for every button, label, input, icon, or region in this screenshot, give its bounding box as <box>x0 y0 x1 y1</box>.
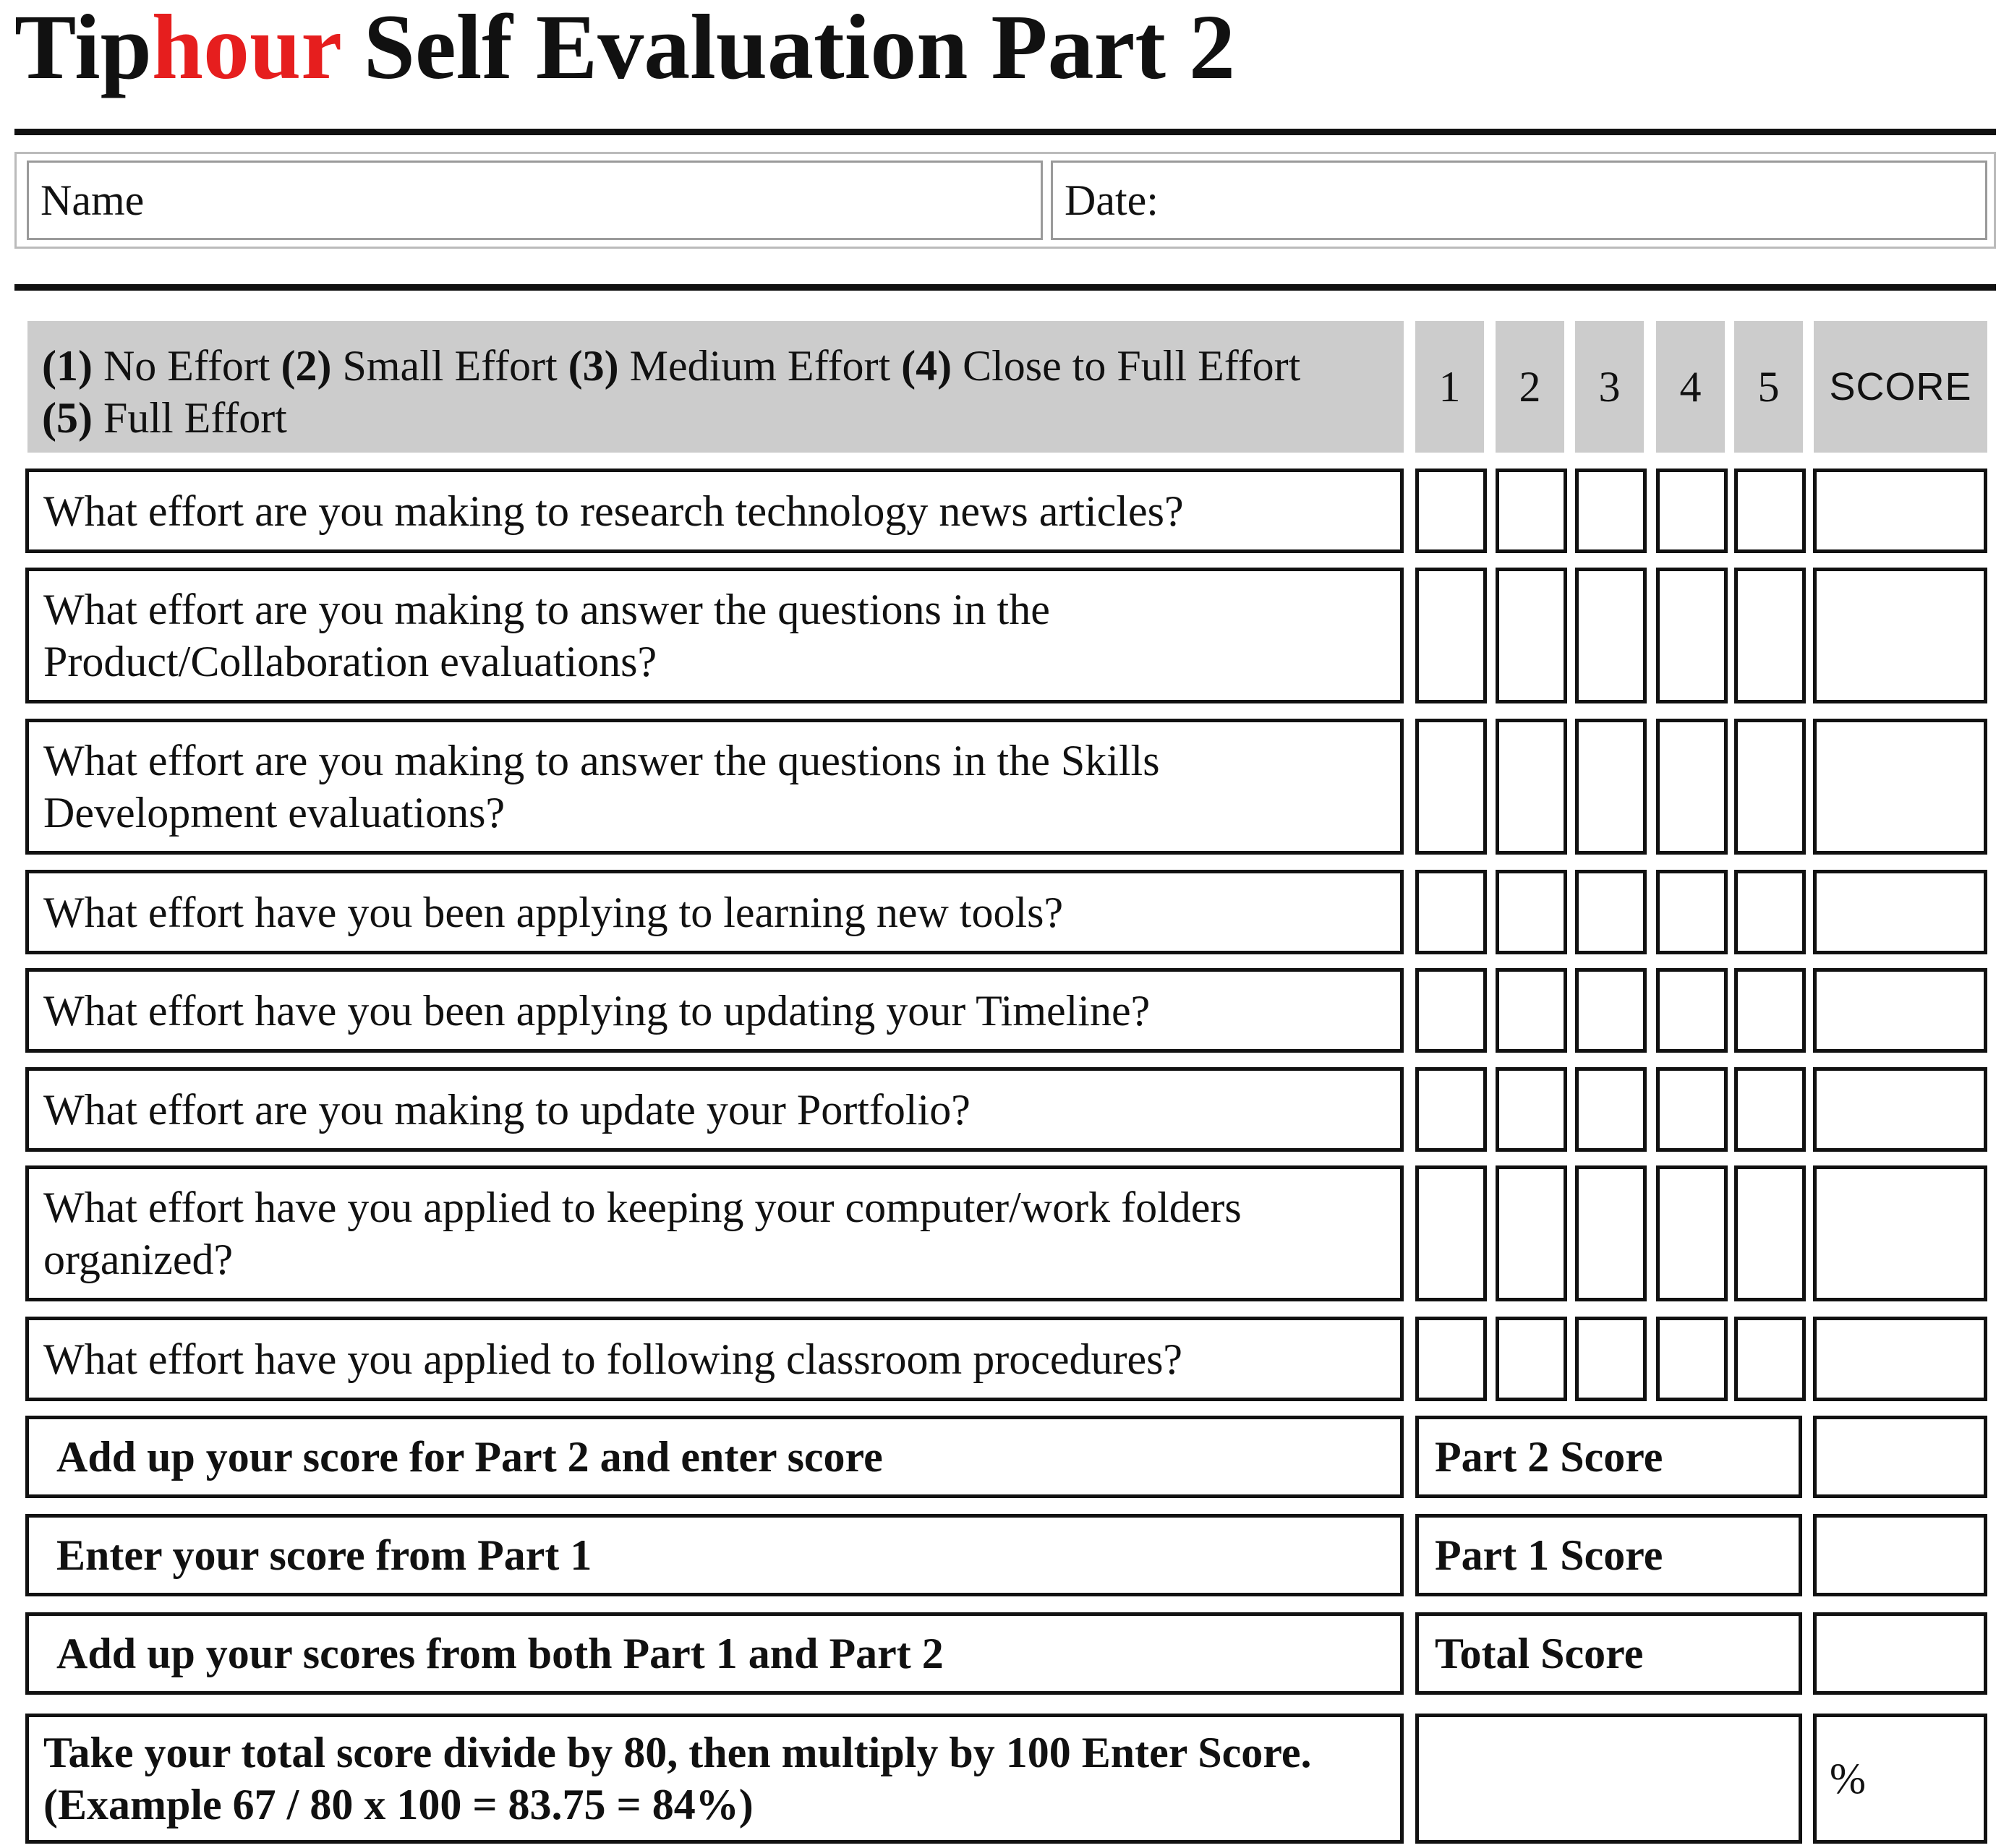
rating-box-5[interactable] <box>1734 870 1806 954</box>
rating-box-3[interactable] <box>1575 568 1647 703</box>
rating-box-5[interactable] <box>1734 469 1806 553</box>
rating-box-2[interactable] <box>1496 968 1567 1053</box>
rating-box-3[interactable] <box>1575 719 1647 855</box>
name-label: Name <box>40 176 145 224</box>
summary-instruction: Add up your score for Part 2 and enter score <box>25 1416 1404 1498</box>
rating-box-1[interactable] <box>1415 1067 1487 1152</box>
question-text: What effort are you making to update your Portfolio? <box>25 1067 1404 1152</box>
question-text: What effort have you been applying to learning new tools? <box>25 870 1404 954</box>
score-box[interactable] <box>1813 469 1987 553</box>
score-box[interactable] <box>1813 1165 1987 1301</box>
rating-box-2[interactable] <box>1496 469 1567 553</box>
rating-box-5[interactable] <box>1734 1317 1806 1401</box>
score-box[interactable] <box>1813 870 1987 954</box>
rating-box-4[interactable] <box>1656 968 1728 1053</box>
rating-box-3[interactable] <box>1575 469 1647 553</box>
middle-divider <box>14 284 1996 291</box>
rating-box-1[interactable] <box>1415 469 1487 553</box>
rating-box-2[interactable] <box>1496 870 1567 954</box>
rating-box-2[interactable] <box>1496 719 1567 855</box>
rating-box-5[interactable] <box>1734 1067 1806 1152</box>
rating-box-3[interactable] <box>1575 1067 1647 1152</box>
question-text: What effort are you making to answer the questions in the Skills Development evaluations? <box>25 719 1404 855</box>
question-text: What effort have you applied to keeping your computer/work folders organized? <box>25 1165 1404 1301</box>
summary-row-total <box>0 1612 2009 1695</box>
summary-label: Part 1 Score <box>1415 1514 1802 1596</box>
percent-instruction: Take your total score divide by 80, then multiply by 100 Enter Score. (Example 67 / 80 x 100 = 83.75 = 84%) <box>25 1714 1404 1844</box>
summary-row-part2 <box>0 1416 2009 1498</box>
question-row <box>0 469 2009 553</box>
rating-box-3[interactable] <box>1575 870 1647 954</box>
question-text: What effort have you applied to following classroom procedures? <box>25 1317 1404 1401</box>
percent-symbol: % <box>1830 1754 1866 1802</box>
legend-text-1: No Effort <box>92 342 281 390</box>
rating-box-4[interactable] <box>1656 870 1728 954</box>
rating-box-1[interactable] <box>1415 968 1487 1053</box>
rating-box-2[interactable] <box>1496 1317 1567 1401</box>
top-divider <box>14 129 1996 135</box>
question-row <box>0 568 2009 703</box>
column-header-4: 4 <box>1656 321 1725 453</box>
rating-box-1[interactable] <box>1415 1317 1487 1401</box>
part2-score-box[interactable] <box>1813 1416 1987 1498</box>
question-row <box>0 1067 2009 1152</box>
legend-text-4: Close to Full Effort <box>952 342 1301 390</box>
rating-box-4[interactable] <box>1656 1317 1728 1401</box>
rating-box-4[interactable] <box>1656 719 1728 855</box>
legend-num-3: (3) <box>568 342 619 390</box>
column-header-2: 2 <box>1496 321 1564 453</box>
question-row <box>0 719 2009 855</box>
rating-box-3[interactable] <box>1575 968 1647 1053</box>
part1-score-box[interactable] <box>1813 1514 1987 1596</box>
question-text: What effort have you been applying to updating your Timeline? <box>25 968 1404 1053</box>
rating-box-3[interactable] <box>1575 1317 1647 1401</box>
question-row <box>0 968 2009 1053</box>
date-field[interactable] <box>1051 161 1987 240</box>
legend-text-2: Small Effort <box>331 342 568 390</box>
date-label: Date: <box>1065 176 1159 224</box>
summary-row-part1 <box>0 1514 2009 1596</box>
column-header-5: 5 <box>1734 321 1803 453</box>
score-column-header: SCORE <box>1814 321 1987 453</box>
rating-box-2[interactable] <box>1496 568 1567 703</box>
rating-box-5[interactable] <box>1734 568 1806 703</box>
question-row <box>0 1165 2009 1301</box>
score-box[interactable] <box>1813 968 1987 1053</box>
summary-label: Part 2 Score <box>1415 1416 1802 1498</box>
column-header-1: 1 <box>1415 321 1484 453</box>
rating-box-5[interactable] <box>1734 719 1806 855</box>
name-field[interactable] <box>27 161 1043 240</box>
score-box[interactable] <box>1813 1317 1987 1401</box>
column-header-3: 3 <box>1575 321 1644 453</box>
effort-legend <box>27 321 1404 453</box>
rating-box-4[interactable] <box>1656 469 1728 553</box>
legend-num-5: (5) <box>42 394 93 442</box>
page-title <box>14 0 1235 98</box>
rating-box-1[interactable] <box>1415 1165 1487 1301</box>
title-part-hour: hour <box>151 0 341 98</box>
title-part-tip: Tip <box>14 0 152 98</box>
rating-box-4[interactable] <box>1656 568 1728 703</box>
legend-num-2: (2) <box>281 342 332 390</box>
legend-num-1: (1) <box>42 342 93 390</box>
question-row <box>0 1317 2009 1401</box>
percent-box[interactable] <box>1813 1714 1987 1844</box>
score-box[interactable] <box>1813 568 1987 703</box>
summary-row-percent <box>0 1714 2009 1844</box>
rating-box-1[interactable] <box>1415 719 1487 855</box>
rating-box-1[interactable] <box>1415 568 1487 703</box>
rating-box-5[interactable] <box>1734 1165 1806 1301</box>
summary-label: Total Score <box>1415 1612 1802 1695</box>
total-score-box[interactable] <box>1813 1612 1987 1695</box>
rating-box-4[interactable] <box>1656 1067 1728 1152</box>
rating-box-5[interactable] <box>1734 968 1806 1053</box>
question-text: What effort are you making to research technology news articles? <box>25 469 1404 553</box>
rating-box-2[interactable] <box>1496 1165 1567 1301</box>
rating-box-1[interactable] <box>1415 870 1487 954</box>
rating-box-3[interactable] <box>1575 1165 1647 1301</box>
question-row <box>0 870 2009 954</box>
score-box[interactable] <box>1813 1067 1987 1152</box>
question-text: What effort are you making to answer the questions in the Product/Collaboration evaluations? <box>25 568 1404 703</box>
rating-box-2[interactable] <box>1496 1067 1567 1152</box>
score-box[interactable] <box>1813 719 1987 855</box>
name-date-bar <box>14 152 1996 249</box>
title-part-rest: Self Evaluation Part 2 <box>340 0 1235 98</box>
legend-text-5: Full Effort <box>92 394 287 442</box>
rating-box-4[interactable] <box>1656 1165 1728 1301</box>
percent-entry-box[interactable] <box>1415 1714 1802 1844</box>
legend-text-3: Medium Effort <box>618 342 902 390</box>
legend-num-4: (4) <box>901 342 952 390</box>
summary-instruction: Enter your score from Part 1 <box>25 1514 1404 1596</box>
summary-instruction: Add up your scores from both Part 1 and Part 2 <box>25 1612 1404 1695</box>
